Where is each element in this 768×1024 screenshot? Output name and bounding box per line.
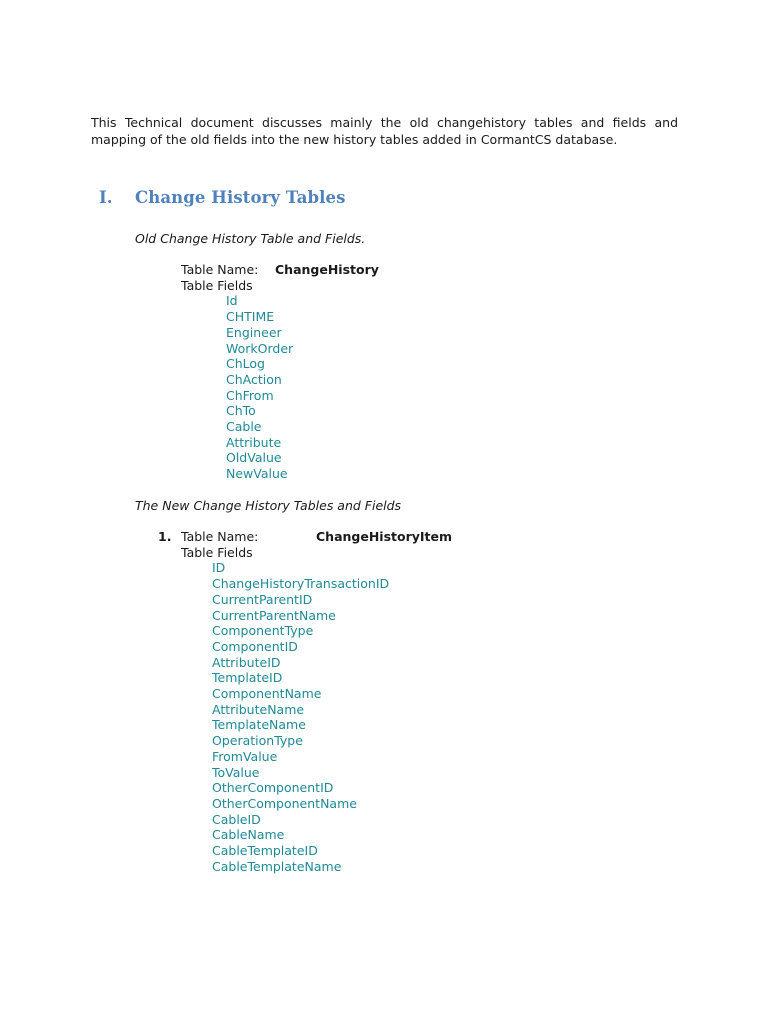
old-field: CHTIME <box>226 309 275 325</box>
new-fields-list <box>212 560 452 874</box>
old-field: Engineer <box>226 324 282 340</box>
new-field: ID <box>212 560 226 576</box>
old-table-fields-label: Table Fields <box>181 277 253 293</box>
old-field: ChFrom <box>226 387 274 403</box>
new-field: TemplateID <box>212 670 283 686</box>
old-table-block <box>181 262 379 482</box>
section-number: I. <box>99 188 113 207</box>
section-heading <box>99 188 345 207</box>
old-fields-list <box>226 293 379 481</box>
new-field: OtherComponentID <box>212 780 334 796</box>
new-table-block <box>158 529 452 874</box>
new-field: ComponentName <box>212 686 322 702</box>
new-field: ToValue <box>212 764 260 780</box>
new-field: AttributeName <box>212 701 305 717</box>
old-field: NewValue <box>226 466 288 482</box>
new-table-name-row <box>158 529 452 545</box>
new-field: ChangeHistoryTransactionID <box>212 576 390 592</box>
new-field: FromValue <box>212 748 278 764</box>
new-field: ComponentID <box>212 638 298 654</box>
section-title: Change History Tables <box>135 188 346 207</box>
old-field: WorkOrder <box>226 340 294 356</box>
old-field: Cable <box>226 419 262 435</box>
new-table-item-number: 1. <box>158 529 172 544</box>
old-field: Attribute <box>226 434 282 450</box>
new-tables-subheading: The New Change History Tables and Fields <box>135 498 402 513</box>
new-field: CurrentParentName <box>212 607 336 623</box>
old-field: ChTo <box>226 403 256 419</box>
new-table-name-label: Table Name: <box>181 529 259 544</box>
new-field: OtherComponentName <box>212 795 357 811</box>
new-field: CableTemplateName <box>212 858 342 874</box>
new-field: OperationType <box>212 733 303 749</box>
new-field: CableID <box>212 811 261 827</box>
intro-paragraph: This Technical document discusses mainly the old changehistory tables and fields and mapping of the old fields into the new history tables added in CormantCS database. <box>91 115 678 147</box>
old-table-name-label: Table Name: <box>181 262 259 277</box>
new-field: TemplateName <box>212 717 306 733</box>
old-table-name: ChangeHistory <box>275 262 379 277</box>
old-table-name-row <box>181 262 379 278</box>
new-field: CurrentParentID <box>212 591 313 607</box>
new-field: CableName <box>212 827 285 843</box>
old-field: ChAction <box>226 371 282 387</box>
new-table-name: ChangeHistoryItem <box>316 529 453 544</box>
new-field: AttributeID <box>212 654 281 670</box>
new-field: CableTemplateID <box>212 843 318 859</box>
old-field: ChLog <box>226 356 265 372</box>
old-field: Id <box>226 293 238 309</box>
new-field: ComponentType <box>212 623 314 639</box>
old-table-subheading: Old Change History Table and Fields. <box>135 231 366 246</box>
old-field: OldValue <box>226 450 282 466</box>
new-table-fields-label: Table Fields <box>181 544 253 560</box>
